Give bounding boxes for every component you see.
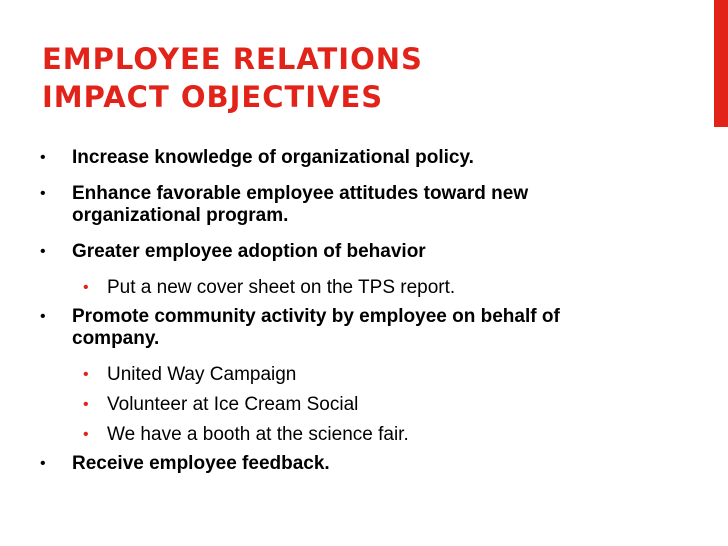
bullet-text: Receive employee feedback. — [72, 453, 330, 474]
bullet-icon: • — [40, 455, 46, 472]
sub-bullet-item — [83, 364, 627, 386]
bullet-text: Promote community activity by employee on behalf of company. — [72, 306, 560, 349]
sub-bullet-text: United Way Campaign — [107, 364, 297, 385]
bullet-item — [40, 183, 572, 227]
bullet-text: Greater employee adoption of behavior — [72, 241, 426, 262]
bullet-icon: • — [40, 185, 46, 202]
title-line-1: EMPLOYEE RELATIONS — [42, 42, 423, 76]
bullet-item — [40, 147, 632, 169]
bullet-text: Increase knowledge of organizational policy. — [72, 147, 474, 168]
bullet-text: Enhance favorable employee attitudes toward new organizational program. — [72, 183, 529, 226]
title-line-2: IMPACT OBJECTIVES — [42, 80, 384, 114]
bullet-icon: • — [40, 243, 46, 260]
slide-title — [42, 40, 423, 116]
bullet-item — [40, 306, 602, 350]
sub-bullet-icon: • — [83, 426, 89, 443]
sub-bullet-icon: • — [83, 396, 89, 413]
sub-bullet-item — [83, 394, 627, 416]
sub-bullet-item — [83, 424, 627, 446]
sub-bullet-item — [83, 277, 627, 299]
bullet-icon: • — [40, 308, 46, 325]
sub-bullet-icon: • — [83, 366, 89, 383]
sub-bullet-text: We have a booth at the science fair. — [107, 424, 409, 445]
sub-bullet-text: Put a new cover sheet on the TPS report. — [107, 277, 456, 298]
sub-bullet-text: Volunteer at Ice Cream Social — [107, 394, 359, 415]
bullet-item — [40, 241, 632, 263]
bullet-icon: • — [40, 149, 46, 166]
sub-bullet-icon: • — [83, 279, 89, 296]
bullet-item — [40, 453, 632, 475]
accent-bar — [714, 0, 728, 127]
